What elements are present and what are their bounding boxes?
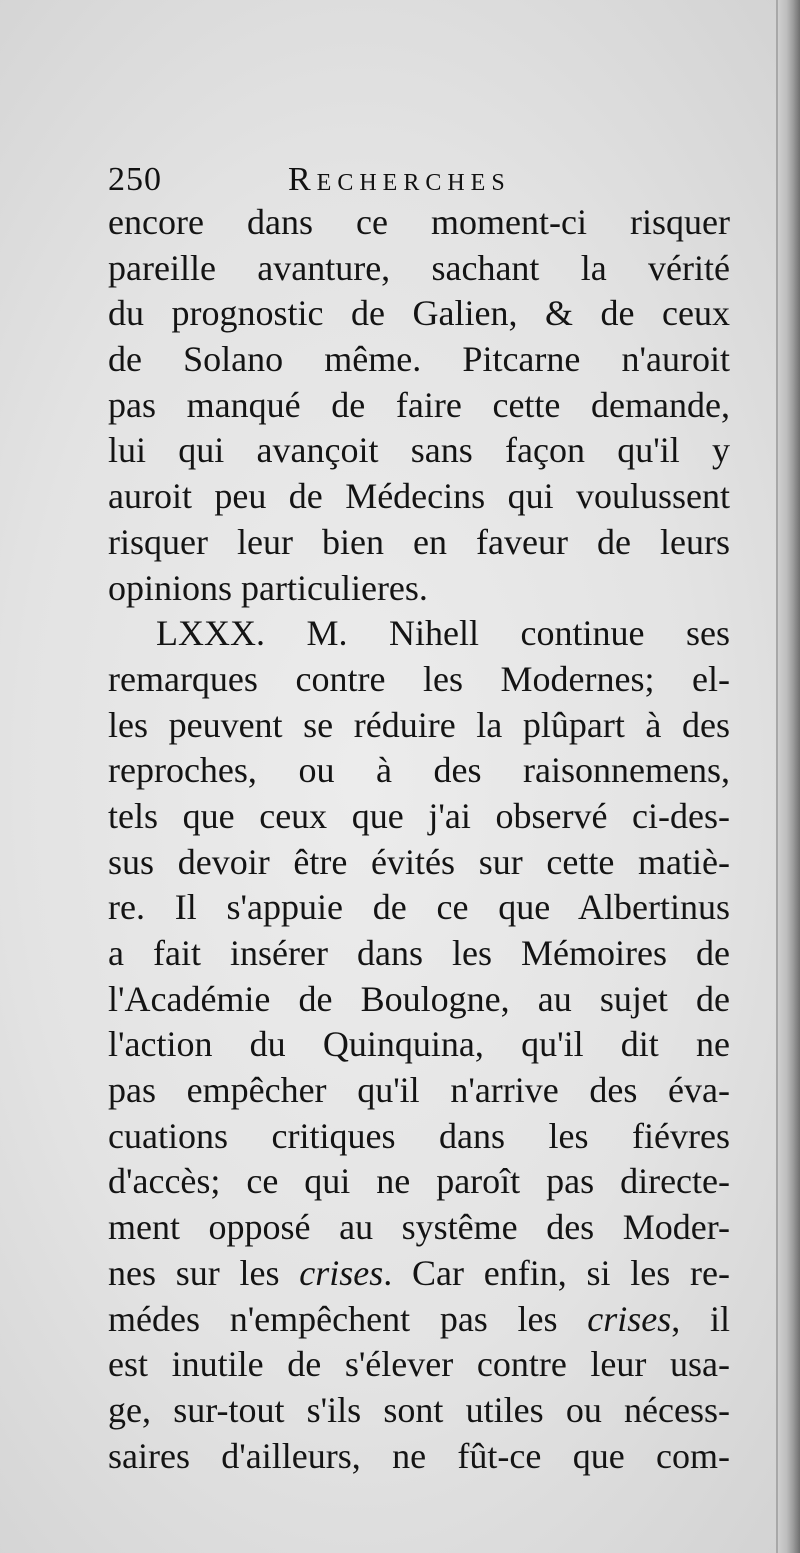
text-line: pas manqué de faire cette demande, [108,384,730,425]
italic-word: crises [587,1298,672,1339]
text-line: du prognostic de Galien, & de ceux [108,293,730,334]
text-line: pareille avanture, sachant la vérité [108,247,730,288]
text-line: l'Académie de Boulogne, au sujet de [108,978,730,1019]
text-line: de Solano même. Pitcarne n'auroit [108,339,730,380]
text-line: nes sur les crises. Car enfin, si les re- [108,1252,731,1293]
page-edge-shadow [778,0,800,1553]
text-line: tels que ceux que j'ai observé ci-des- [108,795,730,836]
text-line: ment opposé au systême des Moder- [108,1207,730,1248]
text-line: cuations critiques dans les fiévres [108,1115,730,1156]
italic-word: crises [299,1252,384,1293]
page-number: 250 [108,161,162,198]
section-start-line: LXXX. M. Nihell continue ses [156,613,730,654]
text-line: est inutile de s'élever contre leur usa- [108,1344,730,1385]
text-line: encore dans ce moment-ci risquer [108,202,730,242]
text-line: risquer leur bien en faveur de leurs [108,521,730,562]
text-line: reproches, ou à des raisonnemens, [108,750,730,791]
text-line: d'accès; ce qui ne paroît pas directe- [108,1161,730,1202]
text-line: a fait insérer dans les Mémoires de [108,933,730,973]
text-line: les peuvent se réduire la plûpart à des [108,704,730,745]
text-line: pas empêcher qu'il n'arrive des éva- [108,1070,730,1111]
body-text [108,200,730,1479]
text-line: médes n'empêchent pas les crises, il [108,1298,730,1339]
text-line: l'action du Quinquina, qu'il dit ne [108,1024,730,1065]
text-line: auroit peu de Médecins qui voulussent [108,476,730,517]
text-line: opinions particulieres. [108,567,428,608]
text-line: remarques contre les Modernes; el- [108,658,730,699]
text-line: re. Il s'appuie de ce que Albertinus [108,887,730,928]
text-line: sus devoir être évités sur cette matiè- [108,841,730,882]
text-line: lui qui avançoit sans façon qu'il y [108,430,730,471]
text-line: ge, sur-tout s'ils sont utiles ou nécess- [108,1389,730,1430]
running-head [108,158,708,202]
running-title: Recherches [288,161,511,198]
text-line: saires d'ailleurs, ne fût-ce que com- [108,1435,730,1476]
